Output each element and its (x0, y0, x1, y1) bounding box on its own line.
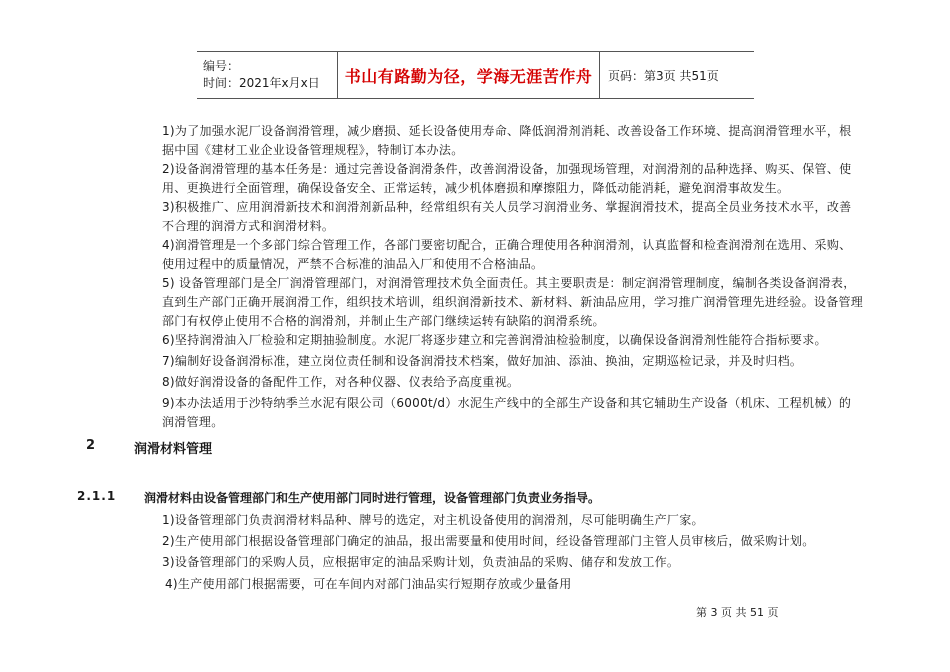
paragraph-2 (162, 160, 872, 198)
sub-item-line: 4)生产使用部门根据需要，可在车间内对部门油品实行短期存放或少量备用 (165, 577, 572, 591)
paragraph-line: 5) 设备管理部门是全厂润滑管理部门，对润滑管理技术负全面责任。其主要职责是：制定润滑管理制度，编制各类设备润滑表， (162, 276, 856, 290)
paragraph-line: 7)编制好设备润滑标准，建立岗位责任制和设备润滑技术档案，做好加油、添油、换油，定期巡检记录，并及时归档。 (162, 354, 803, 368)
subsection-number: 2.1.1 (77, 489, 117, 503)
header-page-code: 页码：第3页 共51页 (608, 68, 719, 83)
section-number: 2 (86, 438, 96, 453)
paragraph-line: 9)本办法适用于沙特纳季兰水泥有限公司（6000t/d）水泥生产线中的全部生产设备和其它辅助生产设备（机床、工程机械）的 (162, 396, 852, 410)
section-title: 润滑材料管理 (134, 442, 213, 457)
paragraph-9 (162, 394, 872, 432)
paragraph-line: 部门有权停止使用不合格的润滑剂，并制止生产部门继续运转有缺陷的润滑系统。 (162, 314, 605, 328)
sub-item-line: 1)设备管理部门负责润滑材料品种、牌号的选定，对主机设备使用的润滑剂，尽可能明确生产厂家。 (162, 513, 704, 527)
paragraph-7 (162, 352, 872, 371)
paragraph-line: 润滑管理。 (162, 415, 224, 429)
paragraph-line: 2)设备润滑管理的基本任务是：通过完善设备润滑条件，改善润滑设备，加强现场管理，对润滑剂的品种选择、购买、保管、使 (162, 162, 852, 176)
paragraph-line: 直到生产部门正确开展润滑工作，组织技术培训，组织润滑新技术、新材料、新油品应用，学习推广润滑管理先进经验。设备管理 (162, 295, 864, 309)
sub-item-4 (165, 575, 875, 594)
paragraph-line: 4)润滑管理是一个多部门综合管理工作，各部门要密切配合，正确合理使用各种润滑剂，认真监督和检查润滑剂在选用、采购、 (162, 238, 852, 252)
subsection-title: 润滑材料由设备管理部门和生产使用部门同时进行管理，设备管理部门负责业务指导。 (144, 491, 601, 505)
paragraph-line: 用、更换进行全面管理，确保设备安全、正常运转，减少机体磨损和摩擦阻力，降低动能消耗，避免润滑事故发生。 (162, 181, 790, 195)
page-footer: 第 3 页 共 51 页 (696, 606, 779, 619)
sub-item-line: 2)生产使用部门根据设备管理部门确定的油品，报出需要量和使用时间，经设备管理部门主管人员审核后，做采购计划。 (162, 534, 815, 548)
paragraph-4 (162, 236, 872, 274)
paragraph-5 (162, 274, 872, 331)
sub-item-3 (162, 553, 872, 572)
paragraph-line: 1)为了加强水泥厂设备润滑管理，减少磨损、延长设备使用寿命、降低润滑剂消耗、改善设备工作环境、提高润滑管理水平，根 (162, 124, 852, 138)
header-left-cell (197, 52, 337, 98)
paragraph-line: 据中国《建材工业企业设备管理规程》，特制订本办法。 (162, 143, 464, 157)
paragraph-line: 8)做好润滑设备的备配件工作，对各种仪器、仪表给予高度重视。 (162, 375, 520, 389)
paragraph-line: 不合理的润滑方式和润滑材料。 (162, 219, 335, 233)
paragraph-3 (162, 198, 872, 236)
paragraph-1 (162, 122, 872, 160)
sub-item-1 (162, 511, 872, 530)
paragraph-6 (162, 331, 872, 350)
number-label: 编号： (203, 59, 240, 73)
sub-item-2 (162, 532, 872, 551)
paragraph-line: 6)坚持润滑油入厂检验和定期抽验制度。水泥厂将逐步建立和完善润滑油检验制度，以确保设备润滑剂性能符合指标要求。 (162, 333, 827, 347)
paragraph-8 (162, 373, 872, 392)
sub-item-line: 3)设备管理部门的采购人员，应根据审定的油品采购计划，负责油品的采购、储存和发放工作。 (162, 555, 680, 569)
page-header-table (197, 51, 754, 99)
time-label: 时间：2021年x月x日 (203, 76, 320, 90)
paragraph-line: 使用过程中的质量情况，严禁不合标准的油品入厂和使用不合格油品。 (162, 257, 544, 271)
header-motto: 书山有路勤为径，学海无涯苦作舟 (337, 52, 600, 98)
paragraph-line: 3)积极推广、应用润滑新技术和润滑剂新品种，经常组织有关人员学习润滑业务、掌握润滑技术，提高全员业务技术水平，改善 (162, 200, 852, 214)
